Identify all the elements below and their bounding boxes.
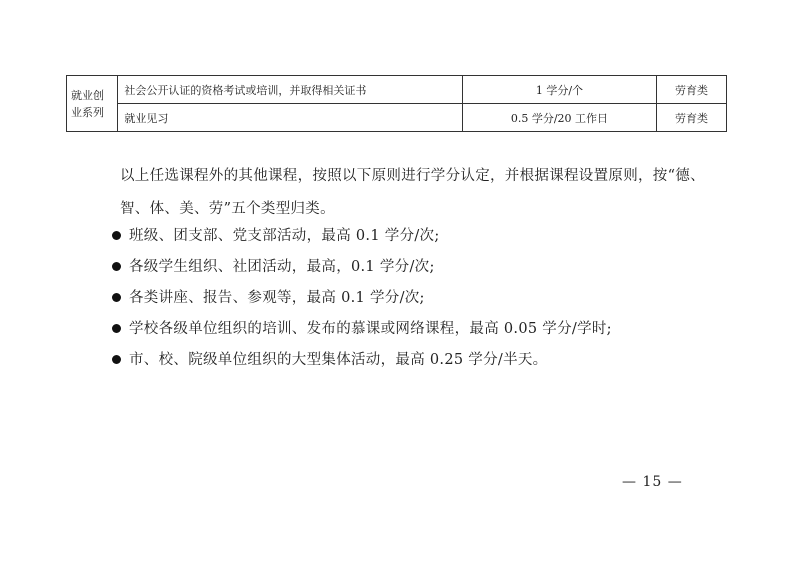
bullet-text: 市、校、院级单位组织的大型集体活动，最高 0.25 学分/半天。 <box>129 352 548 368</box>
bullet-icon <box>112 324 121 333</box>
item-cell: 社会公开认证的资格考试或培训，并取得相关证书 <box>118 76 462 104</box>
bullet-text: 各级学生组织、社团活动，最高，0.1 学分/次; <box>129 259 435 275</box>
type-cell: 劳育类 <box>657 76 727 104</box>
bullet-icon <box>112 293 121 302</box>
list-item <box>112 221 612 252</box>
bullet-list <box>112 221 612 376</box>
credit-cell: 0.5 学分/20 工作日 <box>462 104 656 132</box>
table-row <box>67 104 727 132</box>
bullet-text: 各类讲座、报告、参观等，最高 0.1 学分/次; <box>129 290 425 306</box>
credit-cell: 1 学分/个 <box>462 76 656 104</box>
list-item <box>112 283 612 314</box>
table-row <box>67 76 727 104</box>
paragraph-text: 以上任选课程外的其他课程，按照以下原则进行学分认定，并根据课程设置原则，按“德、智、体、美、劳”五个类型归类。 <box>120 168 705 217</box>
list-item <box>112 314 612 345</box>
page-number: — 15 — <box>622 474 683 490</box>
bullet-icon <box>112 355 121 364</box>
category-cell: 就业创业系列 <box>67 76 118 132</box>
bullet-icon <box>112 262 121 271</box>
item-cell: 就业见习 <box>118 104 462 132</box>
body-paragraph <box>86 160 726 226</box>
bullet-icon <box>112 231 121 240</box>
credit-table <box>66 75 727 132</box>
list-item <box>112 252 612 283</box>
type-cell: 劳育类 <box>657 104 727 132</box>
bullet-text: 班级、团支部、党支部活动，最高 0.1 学分/次; <box>129 228 440 244</box>
bullet-text: 学校各级单位组织的培训、发布的慕课或网络课程，最高 0.05 学分/学时; <box>129 321 612 337</box>
list-item <box>112 345 612 376</box>
